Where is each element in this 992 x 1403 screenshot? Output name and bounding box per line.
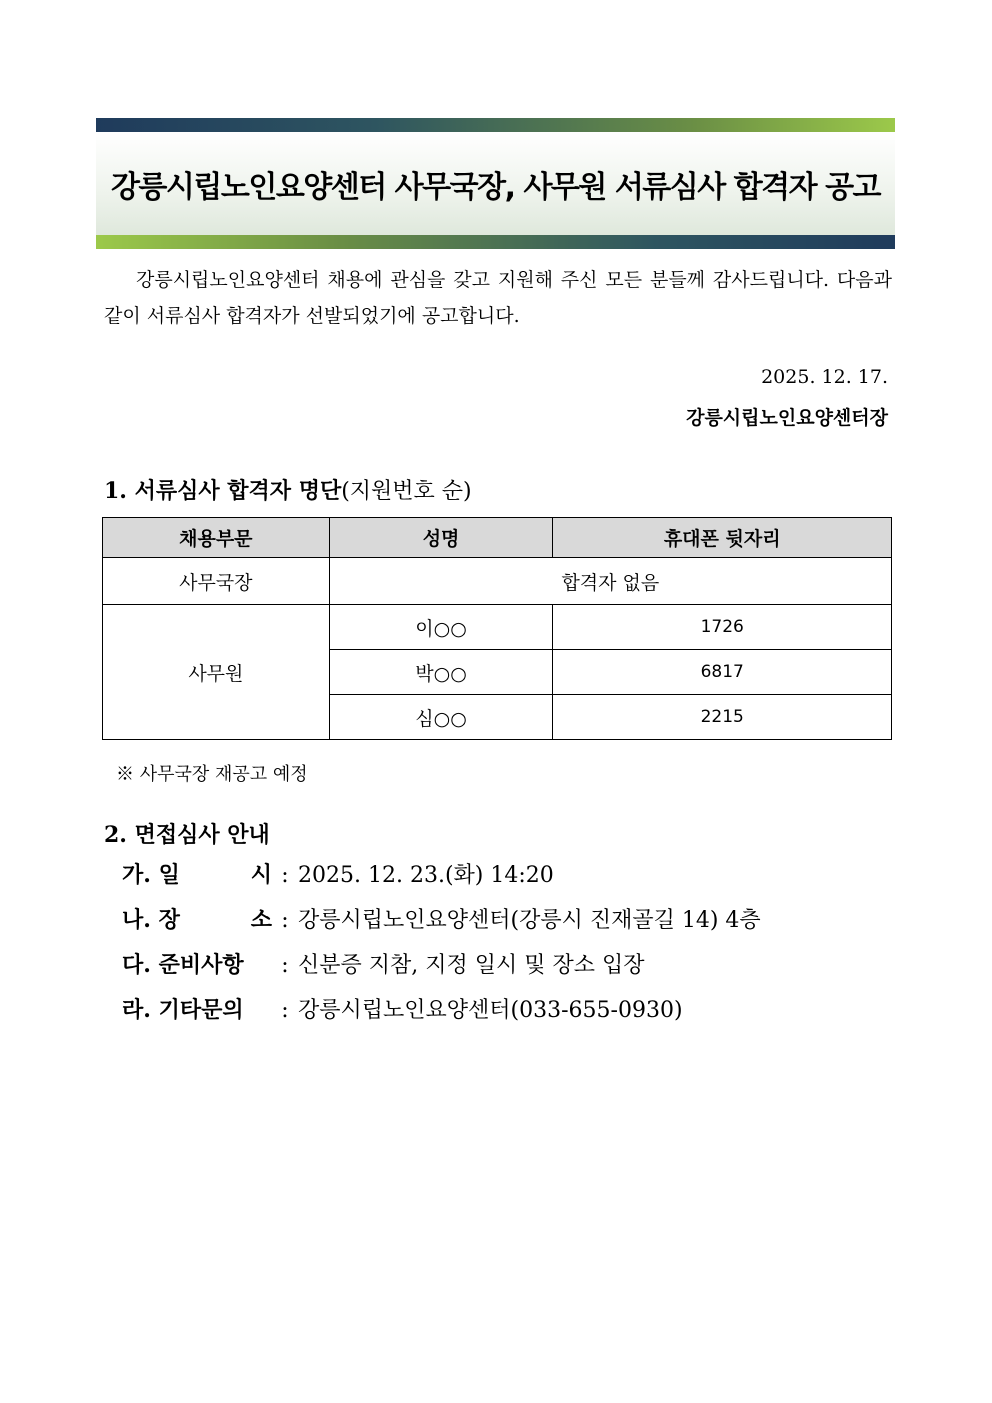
notice-date: 2025. 12. 17. xyxy=(761,366,888,388)
result-cell: 합격자 없음 xyxy=(329,558,891,605)
info-row-place xyxy=(122,903,761,948)
intro-text: 강릉시립노인요양센터 채용에 관심을 갖고 지원해 주신 모든 분들께 감사드립니다. 다음과 같이 서류심사 합격자가 선발되었기에 공고합니다. xyxy=(104,269,892,327)
info-key-part: 가. 일 xyxy=(122,862,180,888)
interview-info xyxy=(122,858,761,1038)
dept-cell: 사무국장 xyxy=(103,558,330,605)
pass-list-table xyxy=(102,517,892,740)
info-colon: : xyxy=(281,953,289,978)
header-phone: 휴대폰 뒷자리 xyxy=(553,518,892,558)
info-key-part: 시 xyxy=(250,862,272,888)
info-key-part: 다. 준비사항 xyxy=(122,952,244,978)
phone-cell: 1726 xyxy=(553,605,892,650)
info-row-prep xyxy=(122,948,761,993)
header-dept: 채용부문 xyxy=(103,518,330,558)
section1-title: 1. 서류심사 합격자 명단 xyxy=(104,478,342,504)
info-colon: : xyxy=(281,908,289,933)
info-value: 2025. 12. 23.(화) 14:20 xyxy=(298,863,554,888)
table-header-row xyxy=(103,518,892,558)
notice-signer: 강릉시립노인요양센터장 xyxy=(686,407,888,429)
page-title: 강릉시립노인요양센터 사무국장, 사무원 서류심사 합격자 공고 xyxy=(110,169,881,205)
table-row xyxy=(103,558,892,605)
info-key-part: 나. 장 xyxy=(122,907,180,933)
intro-paragraph xyxy=(104,262,892,334)
info-value: 강릉시립노인요양센터(강릉시 진재골길 14) 4층 xyxy=(298,908,761,933)
info-key xyxy=(122,948,272,979)
info-key xyxy=(122,903,272,934)
info-value: 강릉시립노인요양센터(033-655-0930) xyxy=(298,998,683,1023)
info-key-part: 소 xyxy=(250,907,272,933)
header-name: 성명 xyxy=(329,518,553,558)
phone-cell: 6817 xyxy=(553,650,892,695)
info-value: 신분증 지참, 지정 일시 및 장소 입장 xyxy=(298,953,645,978)
info-row-date xyxy=(122,858,761,903)
title-top-bar xyxy=(96,118,895,132)
section1-heading xyxy=(104,474,472,505)
section2-title: 2. 면접심사 안내 xyxy=(104,822,270,848)
info-colon: : xyxy=(281,998,289,1023)
dept-cell: 사무원 xyxy=(103,605,330,740)
info-key-part: 라. 기타문의 xyxy=(122,997,244,1023)
info-key xyxy=(122,993,272,1024)
table-note: ※ 사무국장 재공고 예정 xyxy=(116,764,308,785)
title-bottom-bar xyxy=(96,235,895,249)
phone-cell: 2215 xyxy=(553,695,892,740)
info-row-contact xyxy=(122,993,761,1038)
info-colon: : xyxy=(281,863,289,888)
name-cell: 이○○ xyxy=(329,605,553,650)
name-cell: 박○○ xyxy=(329,650,553,695)
section1-subtitle: (지원번호 순) xyxy=(341,479,472,504)
info-key xyxy=(122,858,272,889)
name-cell: 심○○ xyxy=(329,695,553,740)
title-box xyxy=(96,118,895,249)
table-row xyxy=(103,605,892,650)
